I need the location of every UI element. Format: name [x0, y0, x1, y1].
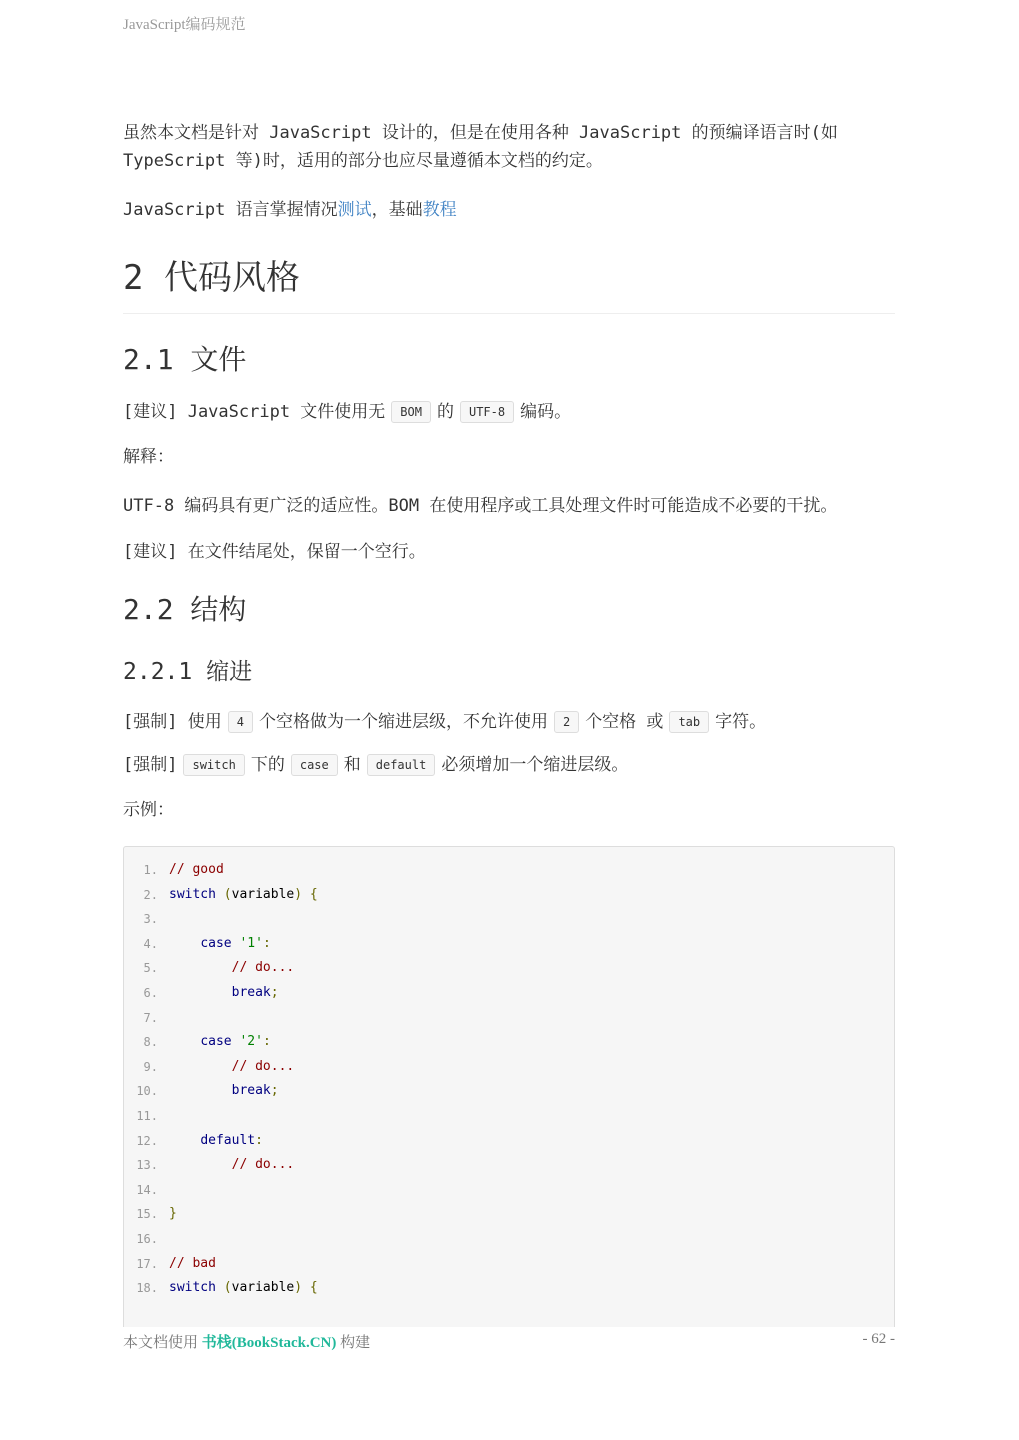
code-token — [169, 1083, 232, 1098]
heading-divider — [123, 313, 895, 314]
line-number: 17. — [136, 1256, 158, 1271]
code-token: : — [262, 1034, 271, 1050]
line-content — [169, 1202, 177, 1226]
code-token: case — [200, 1034, 232, 1050]
code-token: default — [200, 1132, 256, 1148]
code-token — [216, 1280, 224, 1295]
code-token: // do... — [231, 1157, 295, 1173]
line-number: 6. — [143, 986, 158, 1000]
code-token: ) — [294, 1280, 303, 1296]
code-token: ) — [294, 886, 303, 902]
code-token — [302, 1280, 310, 1295]
code-token — [216, 887, 224, 902]
code-token — [302, 887, 310, 902]
section-2-2-1-heading: 2.2.1 缩进 — [123, 659, 253, 685]
line-number: 7. — [143, 1010, 158, 1025]
code-token: '1' — [239, 935, 263, 951]
code-token: // good — [169, 862, 224, 877]
code-token — [169, 985, 232, 1000]
line-content — [169, 883, 318, 907]
line-number: 18. — [136, 1281, 158, 1296]
rule-text: 下的 — [250, 755, 285, 775]
rule-text: [强制] — [123, 755, 178, 775]
rule-text: 个空格做为一个缩进层级，不允许使用 — [258, 712, 548, 732]
code-block — [123, 846, 895, 1327]
line-content — [169, 1079, 279, 1103]
code-token: } — [169, 1206, 177, 1222]
line-content — [169, 956, 294, 980]
footer-brand-link[interactable]: 书栈(BookStack.CN) — [201, 1335, 337, 1351]
code-token: break — [231, 985, 271, 1000]
inline-code-tab: tab — [669, 711, 709, 733]
rule-text: 和 — [343, 755, 361, 775]
line-content — [169, 1129, 263, 1153]
line-content — [169, 1030, 271, 1054]
inline-code-bom: BOM — [391, 401, 431, 423]
intro-paragraph: 虽然本文档是针对 JavaScript 设计的，但是在使用各种 JavaScript 的预编译语言时(如 TypeScript 等)时，适用的部分也应尽量遵循本文档的约定。 — [123, 123, 838, 171]
rule-text: 个空格 或 — [585, 712, 664, 732]
line-content — [169, 1252, 216, 1276]
code-token — [169, 1034, 200, 1049]
rule-text: 的 — [436, 402, 454, 422]
line-number: 8. — [143, 1035, 158, 1050]
line-content — [169, 981, 279, 1005]
rule-text: [强制] 使用 — [123, 712, 222, 732]
code-token — [169, 960, 232, 975]
code-token: { — [309, 1280, 318, 1296]
code-token: switch — [169, 886, 216, 902]
line-content — [169, 1055, 294, 1079]
code-token: // do... — [231, 960, 295, 976]
explanation-label: 解释： — [123, 447, 174, 467]
line-content — [169, 1276, 318, 1300]
line-number: 16. — [136, 1232, 158, 1246]
tutorial-link[interactable]: 教程 — [422, 200, 457, 220]
example-label: 示例： — [123, 800, 174, 820]
code-token — [169, 1133, 200, 1148]
line-content — [169, 858, 224, 882]
rule-text: 编码。 — [520, 402, 572, 422]
line-number: 15. — [136, 1207, 158, 1222]
inline-code-switch: switch — [183, 754, 244, 776]
line-number: 11. — [136, 1109, 158, 1123]
line-number: 9. — [143, 1059, 158, 1074]
switch-indent-rule — [123, 751, 628, 779]
code-token: '2' — [239, 1034, 263, 1050]
line-number: 13. — [136, 1158, 158, 1173]
code-token: ( — [223, 886, 232, 902]
trailing-newline-rule: [建议] 在文件结尾处，保留一个空行。 — [123, 542, 426, 562]
code-token: // bad — [169, 1255, 216, 1271]
line-number: 14. — [136, 1182, 158, 1197]
inline-code-4: 4 — [228, 711, 253, 733]
footer-suffix: 构建 — [340, 1335, 371, 1351]
test-link[interactable]: 测试 — [337, 200, 372, 220]
code-token: case — [200, 935, 232, 951]
section-2-heading: 2 代码风格 — [123, 258, 300, 298]
code-token — [169, 1059, 232, 1074]
line-number: 3. — [143, 912, 158, 927]
line-content — [169, 932, 271, 956]
code-token: : — [255, 1132, 263, 1148]
intro-links-prefix: JavaScript 语言掌握情况 — [123, 200, 338, 220]
rule-text: 必须增加一个缩进层级。 — [441, 755, 629, 775]
inline-code-utf8: UTF-8 — [460, 401, 514, 423]
code-token: variable — [231, 886, 295, 902]
line-number: 12. — [136, 1133, 158, 1148]
section-2-2-heading: 2.2 结构 — [123, 593, 247, 626]
explanation-text: UTF-8 编码具有更广泛的适应性。BOM 在使用程序或工具处理文件时可能造成不必要的干扰。 — [123, 496, 838, 516]
section-2-1-heading: 2.1 文件 — [123, 343, 247, 376]
code-token: break — [231, 1083, 271, 1099]
code-token: switch — [169, 1280, 216, 1296]
code-token: // do... — [231, 1058, 295, 1074]
footer-credit — [123, 1331, 370, 1352]
code-token: { — [309, 886, 318, 902]
line-number: 4. — [143, 936, 158, 951]
indent-rule — [123, 708, 766, 736]
line-number: 1. — [143, 863, 158, 877]
rule-text: [建议] JavaScript 文件使用无 — [123, 402, 386, 422]
intro-links-paragraph — [123, 196, 457, 224]
line-number: 10. — [136, 1084, 158, 1099]
code-token: : — [262, 935, 271, 951]
line-number: 5. — [143, 961, 158, 976]
inline-code-default: default — [367, 754, 436, 776]
page-number: - 62 - — [862, 1331, 895, 1347]
footer-prefix: 本文档使用 — [123, 1335, 199, 1351]
code-token: variable — [231, 1280, 295, 1296]
code-token: ( — [223, 1280, 232, 1296]
code-token: ; — [270, 1083, 279, 1099]
inline-code-2: 2 — [554, 711, 579, 733]
running-header: JavaScript编码规范 — [123, 17, 246, 33]
code-token — [169, 1157, 232, 1172]
line-number: 2. — [143, 887, 158, 902]
intro-links-mid: ，基础 — [371, 200, 423, 220]
inline-code-case: case — [291, 754, 338, 776]
line-content — [169, 1153, 294, 1177]
file-encoding-rule — [123, 398, 571, 426]
rule-text: 字符。 — [715, 712, 767, 732]
code-token: ; — [270, 985, 279, 1000]
code-token — [169, 936, 200, 951]
